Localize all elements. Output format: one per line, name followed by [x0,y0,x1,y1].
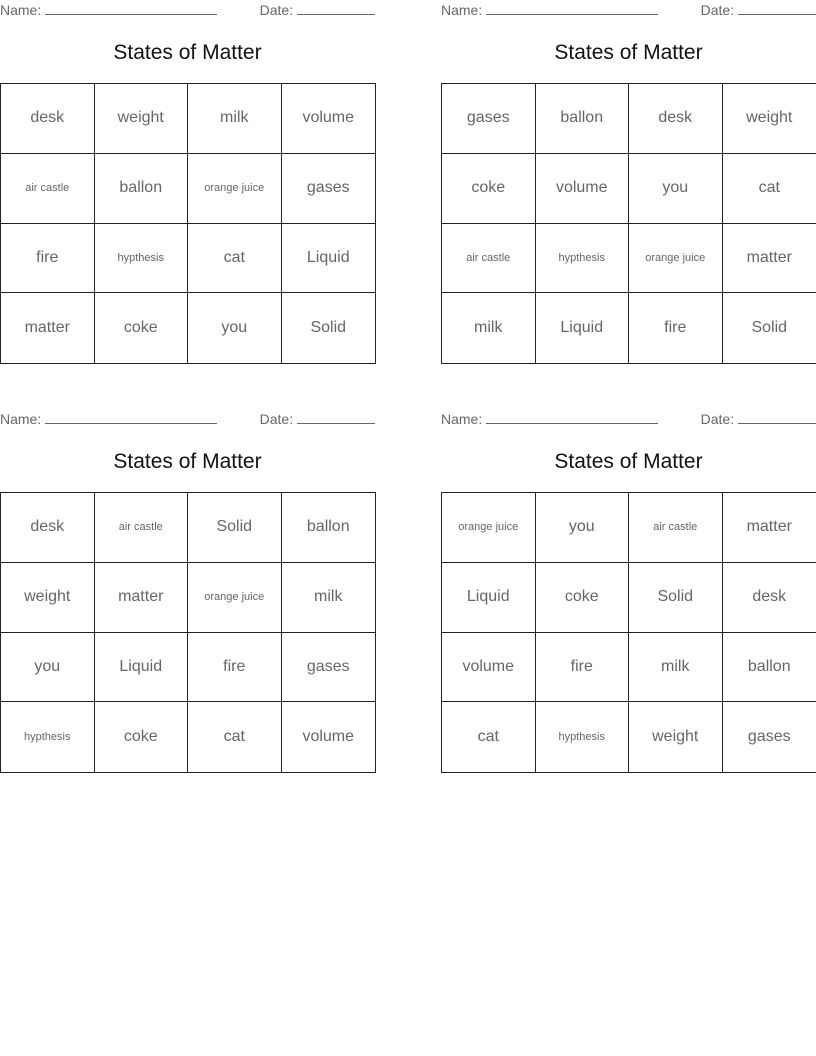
date-field[interactable] [260,411,375,427]
bingo-cell: orange juice [188,563,282,633]
name-label: Name: [0,411,42,427]
bingo-cell: air castle [629,493,723,563]
bingo-cell: you [629,154,723,224]
bingo-cell: gases [282,154,376,224]
bingo-cell: you [188,293,282,363]
bingo-cell: air castle [442,224,536,294]
bingo-cell: ballon [723,633,816,703]
bingo-cell: hypthesis [1,702,95,772]
bingo-cell: air castle [95,493,189,563]
date-label: Date: [700,2,735,18]
name-label: Name: [441,2,483,18]
bingo-cell: you [1,633,95,703]
bingo-cell: matter [723,493,816,563]
bingo-cell: Solid [751,319,788,337]
bingo-cell: ballon [95,154,189,224]
bingo-cell: you [536,493,630,563]
bingo-cell: Liquid [536,293,630,363]
bingo-cell: hypthesis [95,224,189,294]
bingo-cell: matter [723,224,816,294]
date-line [297,411,375,424]
bingo-cell: Solid [629,563,723,633]
name-field[interactable] [441,411,658,427]
date-field[interactable] [701,411,816,427]
bingo-cell: Liquid [95,633,189,703]
name-label: Name: [441,411,483,427]
bingo-cell: coke [95,702,189,772]
bingo-cell: coke [536,563,630,633]
bingo-cell: orange juice [188,154,282,224]
bingo-cell: weight [95,84,189,154]
bingo-cell: milk [282,563,376,633]
date-label: Date: [259,2,294,18]
bingo-cell: weight [1,563,95,633]
bingo-cell: Solid [188,493,282,563]
bingo-cell: weight [629,702,723,772]
bingo-cell: cat [442,702,536,772]
bingo-cell: milk [629,633,723,703]
bingo-cell: milk [188,84,282,154]
bingo-cell: cat [188,702,282,772]
bingo-cell: fire [188,633,282,703]
card-title: States of Matter [113,450,262,473]
date-label: Date: [700,411,735,427]
bingo-cell: gases [747,728,791,746]
card-title: States of Matter [554,41,703,64]
name-line [45,2,217,15]
bingo-cell: orange juice [442,493,536,563]
date-line [297,2,375,15]
bingo-cell: gases [282,633,376,703]
bingo-cell: coke [95,293,189,363]
bingo-cell: desk [1,493,95,563]
bingo-grid [0,83,376,364]
bingo-cell: cat [723,154,816,224]
bingo-cell: air castle [1,154,95,224]
date-field[interactable] [260,2,375,18]
bingo-cell: coke [442,154,536,224]
card-title: States of Matter [113,41,262,64]
bingo-cell: matter [1,293,95,363]
date-line [738,2,816,15]
bingo-cell: ballon [536,84,630,154]
card-title: States of Matter [554,450,703,473]
bingo-cell: weight [723,84,816,154]
bingo-grid [0,492,376,773]
bingo-grid [441,492,816,773]
bingo-cell: hypthesis [536,224,630,294]
bingo-cell: ballon [282,493,376,563]
date-label: Date: [259,411,294,427]
bingo-cell: Liquid [442,563,536,633]
card-header [0,411,375,429]
bingo-cell: desk [723,563,816,633]
card-header [0,2,375,20]
bingo-cell: matter [95,563,189,633]
bingo-cell: desk [629,84,723,154]
bingo-cell: volume [442,633,536,703]
name-line [486,2,658,15]
bingo-cell: gases [442,84,536,154]
bingo-grid [441,83,816,364]
bingo-cell: volume [302,728,355,746]
name-field[interactable] [441,2,658,18]
date-line [738,411,816,424]
date-field[interactable] [701,2,816,18]
name-field[interactable] [0,2,217,18]
bingo-cell: milk [442,293,536,363]
bingo-cell: hypthesis [536,702,630,772]
bingo-cell: volume [282,84,376,154]
bingo-cell: volume [536,154,630,224]
bingo-cell: cat [188,224,282,294]
bingo-cell: Solid [310,319,347,337]
name-label: Name: [0,2,42,18]
bingo-cell: fire [536,633,630,703]
card-header [441,2,816,20]
bingo-cell: fire [1,224,95,294]
name-line [486,411,658,424]
bingo-cell: Liquid [282,224,376,294]
bingo-cell: desk [1,84,95,154]
name-field[interactable] [0,411,217,427]
card-header [441,411,816,429]
name-line [45,411,217,424]
bingo-cell: fire [629,293,723,363]
bingo-cell: orange juice [629,224,723,294]
